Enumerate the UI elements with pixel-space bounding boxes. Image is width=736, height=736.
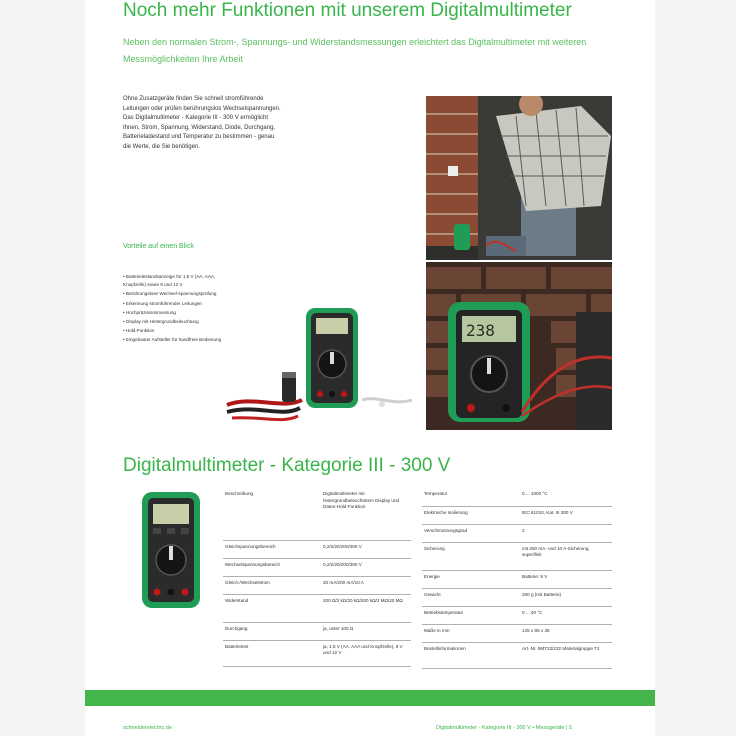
spec-label: Temperatur — [422, 488, 520, 506]
table-row — [422, 588, 612, 606]
spec-value: Art.-Nr. 9MT22/232 Materialgruppe TJ — [520, 642, 612, 668]
spec-label: Betriebstemperatur — [422, 606, 520, 624]
table-row — [422, 642, 612, 668]
advantages-title: Vorteile auf einen Blick — [123, 243, 194, 250]
spec-label: Wechselspannungsbereich — [223, 558, 321, 576]
list-item: • Hold-Funktion — [123, 328, 155, 334]
table-row — [422, 624, 612, 642]
spec-value: 0,2/2/20/200/300 V — [321, 558, 411, 576]
list-item: • Hochpräzisionsmessung — [123, 309, 176, 315]
spec-value: 0 ... 40 °C — [520, 606, 612, 624]
table-row — [422, 570, 612, 588]
spec-value: 2 — [520, 524, 612, 542]
spec-value: 0,2/2/20/200/300 V — [321, 540, 411, 558]
spec-value: mit 250 mA- und 10 A-Sicherung, superflink — [520, 542, 612, 570]
spec-label: Gleich-/Wechselstrom — [223, 576, 321, 594]
list-item: • Batterielestandsanzeige für 1,5 V (AA, AAA, Knopfzelle) sowie 9 und 12 V — [123, 274, 216, 288]
spec-label: Beschreibung — [223, 488, 321, 540]
table-row — [422, 606, 612, 624]
spec-value: 0 ... 1000 °C — [520, 488, 612, 506]
spec-label: Elektrische Isolierung — [422, 506, 520, 524]
spec-table-right — [422, 488, 612, 669]
list-item: • Berührungslose Wechsel-spannungsprüfung — [123, 291, 217, 297]
spec-label: Sicherung — [422, 542, 520, 570]
spec-value: 20 mA/200 mA/10 A — [321, 576, 411, 594]
footer-bar — [85, 690, 655, 706]
spec-label: Bestellinformationen — [422, 642, 520, 668]
spec-table-left — [223, 488, 411, 667]
usage-photo-wall — [426, 96, 612, 260]
usage-photo-closeup — [426, 262, 612, 430]
spec-label: Maße in mm — [422, 624, 520, 642]
spec-value: Digitalmultimeter mit hintergrundbeleuchtetem Display und Daten-Hold-Funktion — [321, 488, 411, 540]
spec-label: Gewicht — [422, 588, 520, 606]
spec-label: Durchgang — [223, 622, 321, 640]
svg-text:238: 238 — [466, 321, 495, 340]
table-row — [422, 488, 612, 506]
footer-page-info: Digitalmultimeter - Kategorie III - 300 V • Messgeräte | 5 — [436, 725, 573, 731]
spec-value: 145 x 85 x 35 — [520, 624, 612, 642]
table-row — [223, 540, 411, 558]
table-row — [422, 542, 612, 570]
table-row — [223, 558, 411, 576]
page-subtitle: Neben den normalen Strom-, Spannungs- und Widerstandsmessungen erleichtert das Digitalmultimeter mit weiteren Messmöglichkeiten Ihre Arbeit — [123, 37, 587, 64]
section-title: Digitalmultimeter - Kategorie III - 300 V — [123, 455, 451, 476]
list-item: • Display mit Hintergrundbeleuchtung — [123, 319, 199, 325]
spec-value: 260 g (mit Batterie) — [520, 588, 612, 606]
table-row — [223, 622, 411, 640]
list-item: • Eingebauter Aufsteller für handfreie Bedienung — [123, 337, 222, 343]
table-row — [223, 488, 411, 540]
spec-value: IEC 61010, Kat. III 300 V — [520, 506, 612, 524]
spec-label: Widerstand — [223, 594, 321, 622]
spec-label: Verschmutzungsgrad — [422, 524, 520, 542]
footer-website-link[interactable]: schneiderelectric.de — [123, 725, 172, 731]
spec-value: ja, 1,5 V (AA, AAA und Knopfzelle), 9 V und 12 V — [321, 640, 411, 666]
table-row — [223, 640, 411, 666]
table-row — [223, 576, 411, 594]
page-title: Noch mehr Funktionen mit unserem Digitalmultimeter — [123, 0, 572, 21]
spec-value: ja, unter 100 Ω — [321, 622, 411, 640]
spec-value: Batterie: 9 V — [520, 570, 612, 588]
multimeter-product-image — [222, 300, 422, 430]
spec-label: Batterietest — [223, 640, 321, 666]
table-row — [223, 594, 411, 622]
table-row — [422, 524, 612, 542]
multimeter-thumbnail — [140, 490, 202, 610]
list-item: • Erkennung stromführender Leitungen — [123, 300, 202, 306]
intro-paragraph: Ohne Zusatzgeräte finden Sie schnell stromführende Leitungen oder prüfen berührungslos Wechselspannungen. Das Digitalmultimeter - Kategorie III - 300 V ermöglicht Ihnen, Strom, Spannung, Widerstand, Diode, Durchgang, Batterieladestand und Temperatur zu bestimmen - genau die Werte, die Sie benötigen. — [123, 96, 281, 150]
spec-label: Gleichspannungsbereich — [223, 540, 321, 558]
spec-label: Energie — [422, 570, 520, 588]
table-row — [422, 506, 612, 524]
advantages-list — [123, 273, 223, 346]
spec-value: 200 Ω/2 kΩ/20 kΩ/200 kΩ/2 MΩ/20 MΩ — [321, 594, 411, 622]
